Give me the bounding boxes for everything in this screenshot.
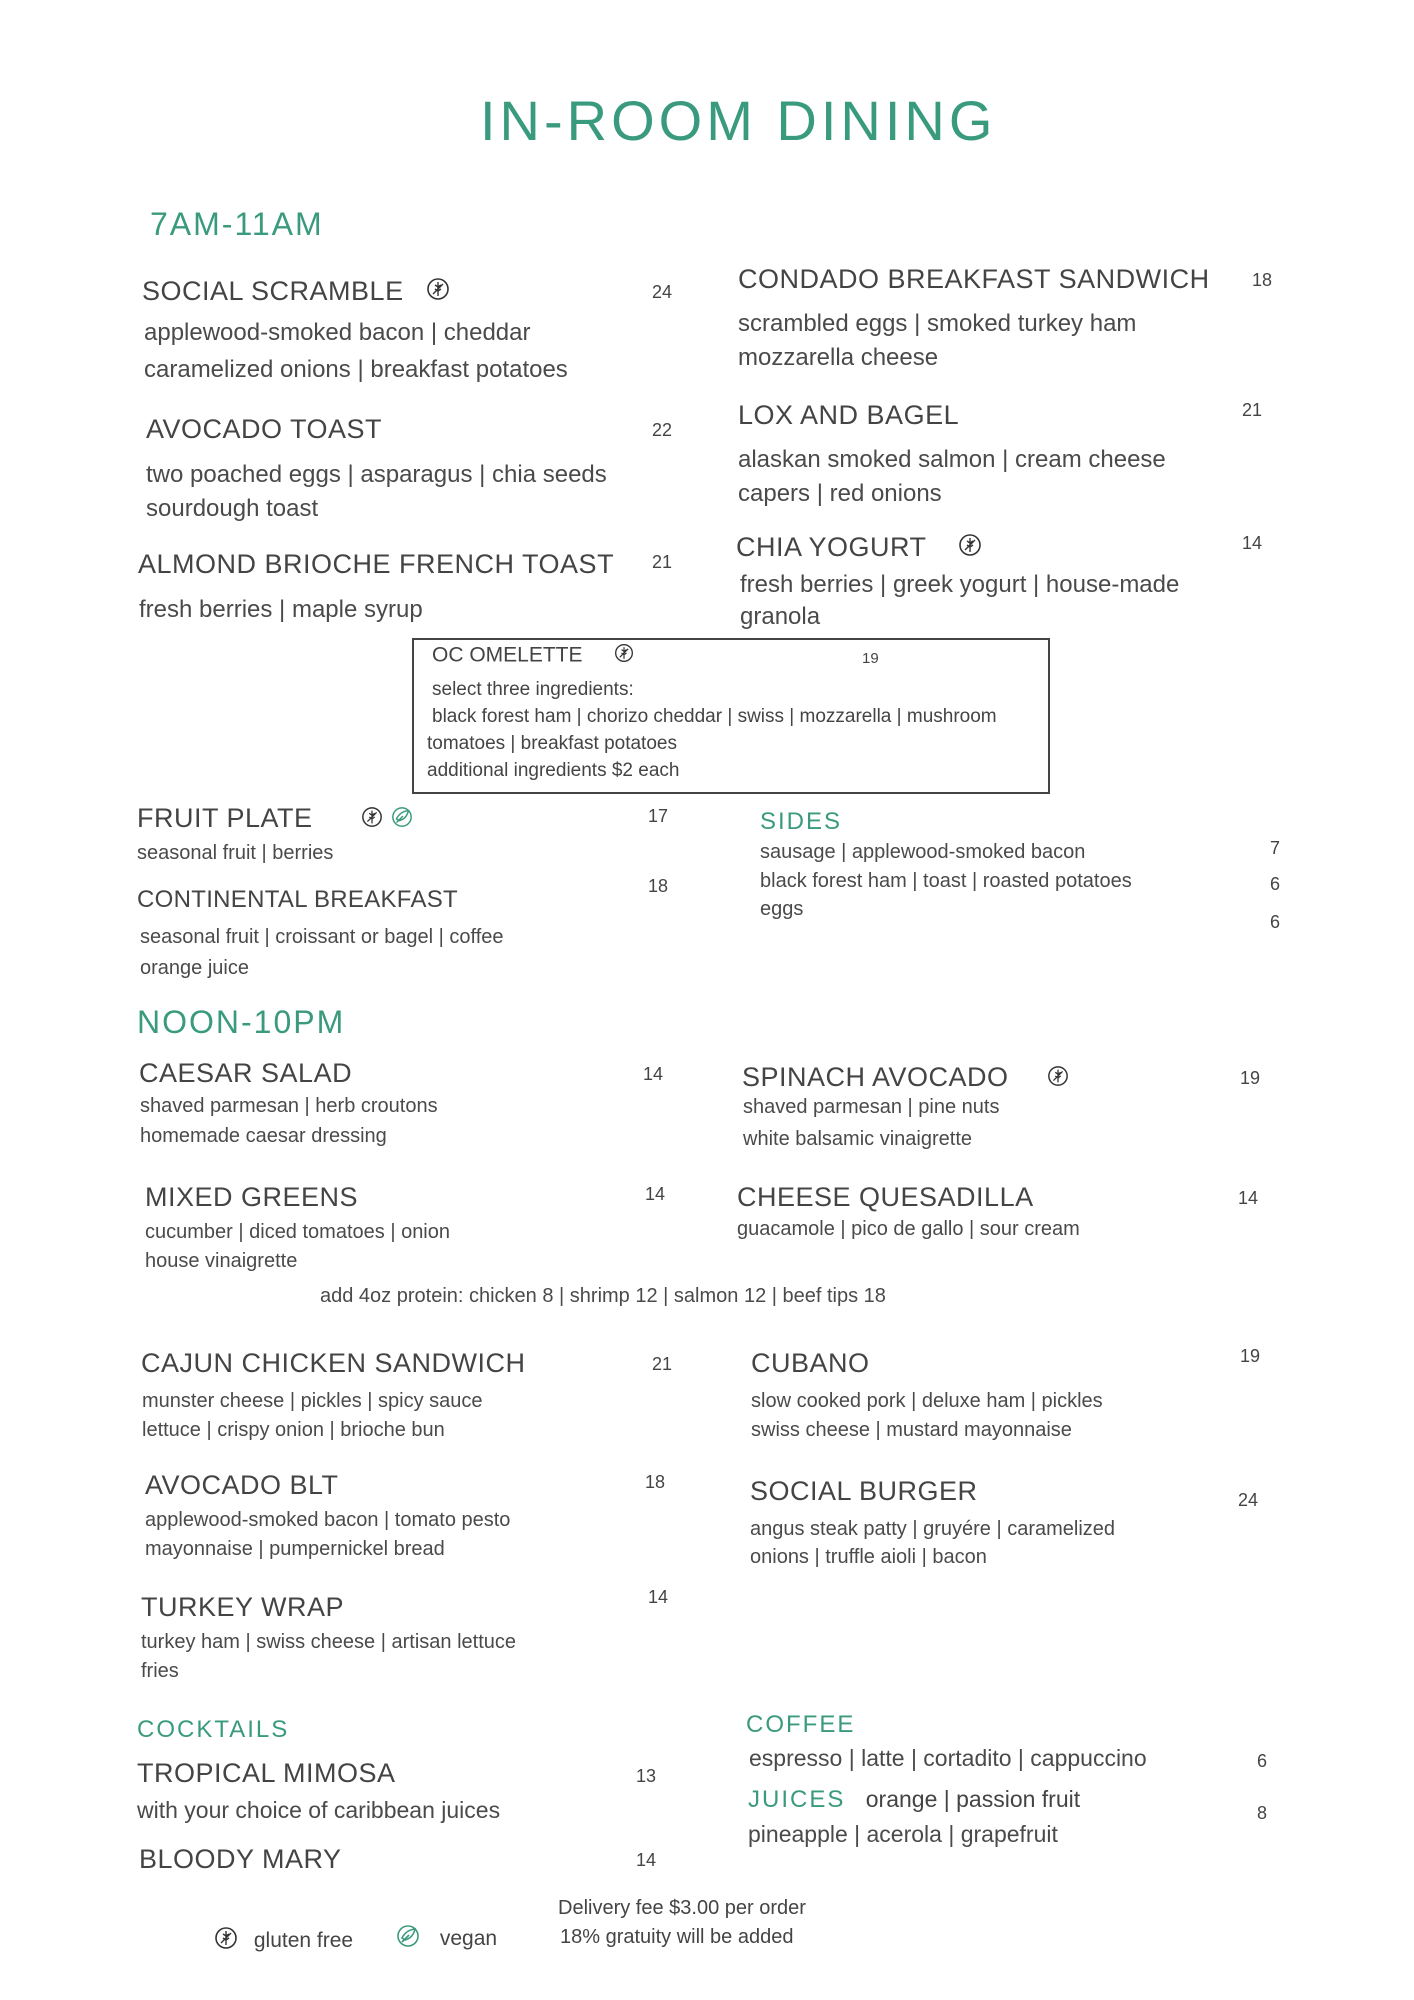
menu-item-social-scramble xyxy=(142,276,450,308)
item-description: white balsamic vinaigrette xyxy=(743,1128,972,1150)
gluten-free-icon xyxy=(958,533,982,564)
vegan-leaf-icon xyxy=(396,1924,420,1954)
item-description: scrambled eggs | smoked turkey ham xyxy=(738,310,1137,337)
price: 6 xyxy=(1270,874,1281,894)
price: 14 xyxy=(648,1587,669,1607)
price: 7 xyxy=(1270,838,1281,858)
item-description: with your choice of caribbean juices xyxy=(137,1797,501,1823)
juices-line xyxy=(748,1786,1080,1814)
item-description: mozzarella cheese xyxy=(738,344,939,371)
price: 14 xyxy=(1238,1188,1259,1208)
menu-item-cheese-quesadilla: CHEESE QUESADILLA xyxy=(737,1182,1034,1212)
sides-line: sausage | applewood-smoked bacon xyxy=(760,841,1086,863)
price: 17 xyxy=(648,806,669,826)
price: 19 xyxy=(1240,1068,1261,1088)
legend-label: vegan xyxy=(439,1926,498,1950)
price: 6 xyxy=(1257,1751,1268,1771)
menu-item-chia-yogurt xyxy=(736,532,982,564)
price: 19 xyxy=(1240,1346,1261,1366)
section-heading-sides: SIDES xyxy=(760,808,843,835)
coffee-line: espresso | latte | cortadito | cappuccino xyxy=(749,1745,1147,1771)
price: 18 xyxy=(648,876,669,896)
page-title: IN-ROOM DINING xyxy=(480,89,997,152)
item-description: applewood-smoked bacon | tomato pesto xyxy=(145,1509,511,1531)
item-description: shaved parmesan | pine nuts xyxy=(743,1096,1000,1118)
item-description: caramelized onions | breakfast potatoes xyxy=(144,356,568,383)
menu-item-cubano: CUBANO xyxy=(751,1348,870,1378)
vegan-leaf-icon xyxy=(391,804,413,835)
menu-item-cajun-chicken-sandwich: CAJUN CHICKEN SANDWICH xyxy=(141,1348,526,1378)
item-description: tomatoes | breakfast potatoes xyxy=(427,733,677,754)
price: 24 xyxy=(1238,1490,1259,1510)
item-description: onions | truffle aioli | bacon xyxy=(750,1546,987,1568)
menu-item-continental-breakfast: CONTINENTAL BREAKFAST xyxy=(137,886,459,913)
price: 21 xyxy=(1242,400,1263,420)
item-description: guacamole | pico de gallo | sour cream xyxy=(737,1218,1080,1240)
price: 8 xyxy=(1257,1803,1268,1823)
sides-line: eggs xyxy=(760,898,804,920)
menu-item-fruit-plate xyxy=(137,803,413,835)
item-description: mayonnaise | pumpernickel bread xyxy=(145,1538,445,1560)
price: 14 xyxy=(636,1850,657,1870)
protein-add-on-note: add 4oz protein: chicken 8 | shrimp 12 | salmon 12 | beef tips 18 xyxy=(320,1285,886,1307)
juices-list: orange | passion fruit xyxy=(865,1786,1081,1812)
gratuity-note: 18% gratuity will be added xyxy=(560,1926,794,1948)
menu-item-mixed-greens: MIXED GREENS xyxy=(145,1182,359,1212)
price: 13 xyxy=(636,1766,657,1786)
item-description: lettuce | crispy onion | brioche bun xyxy=(142,1419,445,1441)
menu-item-social-burger: SOCIAL BURGER xyxy=(750,1476,978,1506)
menu-item-spinach-avocado xyxy=(742,1062,1069,1094)
item-description: fresh berries | greek yogurt | house-made xyxy=(740,571,1180,598)
legend-label: gluten free xyxy=(253,1928,354,1952)
item-description: seasonal fruit | berries xyxy=(137,842,334,864)
item-description: shaved parmesan | herb croutons xyxy=(140,1095,438,1117)
section-heading-lunch: NOON-10PM xyxy=(137,1004,346,1040)
legend-vegan xyxy=(396,1924,497,1954)
item-description: house vinaigrette xyxy=(145,1250,298,1272)
price: 18 xyxy=(1252,270,1273,290)
price: 14 xyxy=(645,1184,666,1204)
item-description: slow cooked pork | deluxe ham | pickles xyxy=(751,1390,1103,1412)
item-description: black forest ham | chorizo cheddar | swiss | mozzarella | mushroom xyxy=(432,706,997,727)
menu-item-avocado-toast: AVOCADO TOAST xyxy=(146,414,383,444)
sides-line: black forest ham | toast | roasted potatoes xyxy=(760,870,1132,892)
item-name: OC OMELETTE xyxy=(432,643,583,667)
menu-item-turkey-wrap: TURKEY WRAP xyxy=(141,1592,345,1622)
gluten-free-icon xyxy=(214,1926,238,1956)
menu-item-tropical-mimosa: TROPICAL MIMOSA xyxy=(137,1758,396,1788)
item-description: two poached eggs | asparagus | chia seeds xyxy=(146,461,607,488)
price: 22 xyxy=(652,420,673,440)
price: 14 xyxy=(1242,533,1263,553)
item-description: turkey ham | swiss cheese | artisan lettuce xyxy=(141,1631,516,1653)
menu-item-caesar-salad: CAESAR SALAD xyxy=(139,1058,353,1088)
price: 18 xyxy=(645,1472,666,1492)
section-heading-breakfast: 7AM-11AM xyxy=(150,206,324,242)
price: 14 xyxy=(643,1064,664,1084)
item-description: granola xyxy=(740,603,821,630)
menu-item-oc-omelette xyxy=(432,643,634,669)
item-name: CHIA YOGURT xyxy=(736,532,927,562)
section-heading-coffee: COFFEE xyxy=(746,1711,856,1738)
gluten-free-icon xyxy=(614,643,634,669)
item-description: seasonal fruit | croissant or bagel | coffee xyxy=(140,926,504,948)
item-description: alaskan smoked salmon | cream cheese xyxy=(738,446,1166,473)
item-description: applewood-smoked bacon | cheddar xyxy=(144,319,531,346)
item-description: munster cheese | pickles | spicy sauce xyxy=(142,1390,483,1412)
price: 6 xyxy=(1270,912,1281,932)
item-name: SPINACH AVOCADO xyxy=(742,1062,1009,1092)
menu-item-condado-sandwich: CONDADO BREAKFAST SANDWICH xyxy=(738,264,1210,294)
item-description: orange juice xyxy=(140,957,249,979)
item-description: sourdough toast xyxy=(146,495,319,522)
gluten-free-icon xyxy=(1047,1063,1069,1094)
menu-item-bloody-mary: BLOODY MARY xyxy=(139,1844,342,1874)
section-heading-juices: JUICES xyxy=(748,1786,846,1813)
menu-item-french-toast: ALMOND BRIOCHE FRENCH TOAST xyxy=(138,549,615,579)
item-description: fries xyxy=(141,1660,179,1682)
delivery-fee-note: Delivery fee $3.00 per order xyxy=(558,1897,806,1919)
item-description: additional ingredients $2 each xyxy=(427,760,680,781)
price: 19 xyxy=(862,650,879,667)
item-description: homemade caesar dressing xyxy=(140,1125,387,1147)
item-description: fresh berries | maple syrup xyxy=(139,596,423,623)
item-description: swiss cheese | mustard mayonnaise xyxy=(751,1419,1072,1441)
item-description: select three ingredients: xyxy=(432,679,634,700)
item-name: SOCIAL SCRAMBLE xyxy=(142,276,404,306)
juices-list-cont: pineapple | acerola | grapefruit xyxy=(748,1821,1058,1847)
price: 21 xyxy=(652,552,673,572)
menu-item-avocado-blt: AVOCADO BLT xyxy=(145,1470,339,1500)
gluten-free-icon xyxy=(426,277,450,308)
item-description: angus steak patty | gruyére | caramelized xyxy=(750,1518,1116,1540)
item-description: capers | red onions xyxy=(738,480,942,507)
item-description: cucumber | diced tomatoes | onion xyxy=(145,1221,450,1243)
menu-item-lox-and-bagel: LOX AND BAGEL xyxy=(738,400,960,430)
section-heading-cocktails: COCKTAILS xyxy=(137,1716,290,1743)
price: 21 xyxy=(652,1354,673,1374)
item-name: FRUIT PLATE xyxy=(137,803,313,833)
legend-gluten-free xyxy=(214,1926,353,1956)
gluten-free-icon xyxy=(361,804,383,835)
price: 24 xyxy=(652,282,673,302)
